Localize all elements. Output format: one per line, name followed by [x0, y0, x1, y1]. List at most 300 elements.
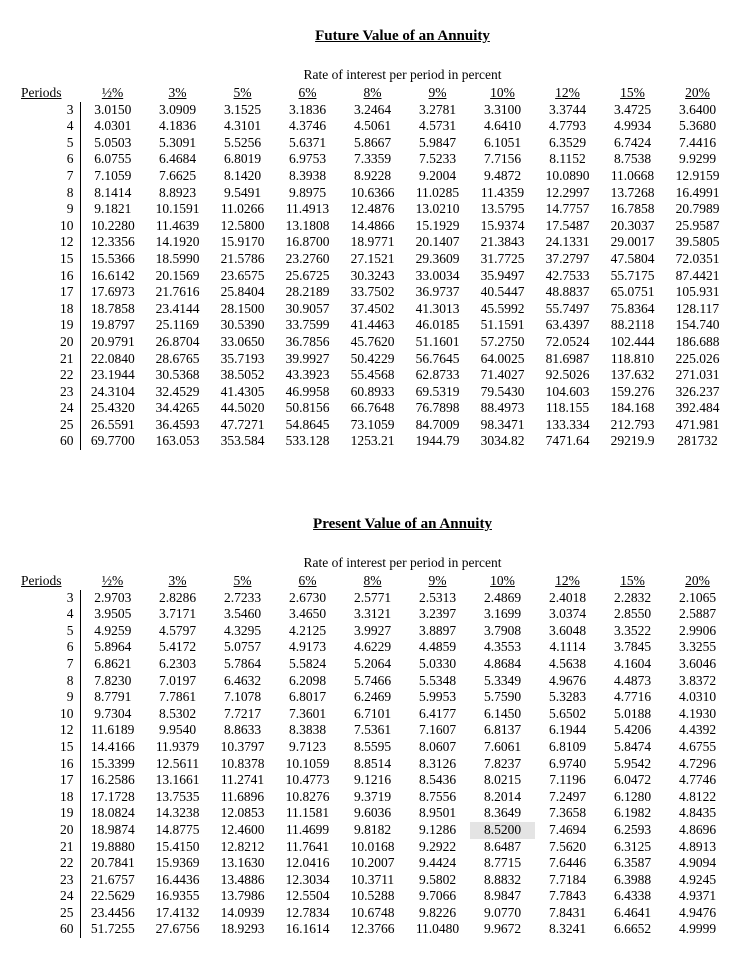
value-cell: 87.4421	[675, 267, 720, 283]
periods-header: Periods	[21, 573, 62, 588]
value-cell: 9.9540	[158, 722, 197, 738]
value-cell: 11.0480	[415, 921, 460, 937]
value-cell: 4.7793	[548, 118, 587, 134]
value-cell: 4.6410	[483, 118, 522, 134]
rate-header: 15%	[620, 573, 645, 588]
value-cell: 8.9847	[483, 888, 522, 904]
value-cell: 2.8286	[158, 589, 197, 605]
period-cell: 60	[18, 433, 80, 450]
value-cell: 9.2922	[418, 838, 457, 854]
value-cell: 29.0017	[610, 234, 655, 250]
value-cell: 14.1920	[155, 234, 200, 250]
value-cell: 37.2797	[545, 250, 590, 266]
value-cell: 23.4144	[155, 300, 200, 316]
future-value-subtitle: Rate of interest per period in percent	[303, 67, 502, 82]
value-cell: 14.3238	[155, 805, 200, 821]
table-row	[18, 590, 730, 607]
period-cell: 19	[18, 317, 80, 334]
value-cell: 46.0185	[415, 317, 460, 333]
value-cell: 10.3797	[220, 738, 265, 754]
value-cell: 23.6575	[220, 267, 265, 283]
table-row	[18, 756, 730, 773]
value-cell: 45.7620	[350, 333, 395, 349]
value-cell: 8.7715	[483, 855, 522, 871]
table-row	[18, 234, 730, 251]
value-cell: 6.7101	[353, 705, 392, 721]
value-cell: 2.2832	[613, 589, 652, 605]
rate-header: 5%	[233, 573, 252, 588]
value-cell: 13.1630	[220, 855, 265, 871]
value-cell: 6.4684	[158, 151, 197, 167]
value-cell: 2.7233	[223, 589, 262, 605]
value-cell: 16.6142	[90, 267, 135, 283]
value-cell: 41.3013	[415, 300, 460, 316]
value-cell: 128.117	[675, 300, 720, 316]
value-cell: 62.8733	[415, 367, 460, 383]
value-cell: 39.9927	[285, 350, 330, 366]
value-cell: 186.688	[675, 333, 720, 349]
period-cell: 22	[18, 367, 80, 384]
value-cell: 9.1216	[353, 772, 392, 788]
period-cell: 6	[18, 151, 80, 168]
value-cell: 5.0330	[418, 655, 457, 671]
value-cell: 28.2189	[285, 284, 330, 300]
period-cell: 5	[18, 135, 80, 152]
value-cell: 7.8237	[483, 755, 522, 771]
period-cell: 3	[18, 590, 80, 607]
rate-header: 8%	[363, 85, 382, 100]
value-cell: 4.9245	[678, 871, 717, 887]
value-cell: 69.5319	[415, 383, 460, 399]
period-cell: 23	[18, 872, 80, 889]
value-cell: 6.4632	[223, 672, 262, 688]
value-cell: 30.3243	[350, 267, 395, 283]
value-cell: 21.6757	[90, 871, 135, 887]
value-cell: 118.155	[545, 400, 590, 416]
table-row	[18, 284, 730, 301]
value-cell: 29219.9	[610, 433, 655, 449]
value-cell: 20.1407	[415, 234, 460, 250]
table-row	[18, 706, 730, 723]
value-cell: 8.2014	[483, 788, 522, 804]
value-cell: 8.6487	[483, 838, 522, 854]
value-cell: 4.1836	[158, 118, 197, 134]
value-cell: 7.7861	[158, 689, 197, 705]
value-cell: 159.276	[610, 383, 655, 399]
value-cell: 8.3126	[418, 755, 457, 771]
value-cell: 10.2280	[90, 217, 135, 233]
value-cell: 12.3356	[90, 234, 135, 250]
value-cell: 3.7908	[483, 622, 522, 638]
value-cell: 7.7156	[483, 151, 522, 167]
value-cell: 10.8378	[220, 755, 265, 771]
value-cell: 4.9173	[288, 639, 327, 655]
value-cell: 13.4886	[220, 871, 265, 887]
value-cell: 2.4018	[548, 589, 587, 605]
value-cell: 4.6755	[678, 738, 717, 754]
period-cell: 22	[18, 855, 80, 872]
value-cell: 38.5052	[220, 367, 265, 383]
value-cell: 7.1059	[94, 167, 132, 183]
value-cell: 10.8276	[285, 788, 330, 804]
value-cell: 353.584	[220, 433, 265, 449]
period-cell: 24	[18, 400, 80, 417]
value-cell: 65.0751	[610, 284, 655, 300]
value-cell: 33.7502	[350, 284, 395, 300]
present-value-subtitle: Rate of interest per period in percent	[303, 555, 502, 570]
value-cell: 10.3711	[350, 871, 395, 887]
value-cell: 42.7533	[545, 267, 590, 283]
value-cell: 27.1521	[350, 250, 395, 266]
value-cell: 3.4650	[288, 606, 327, 622]
value-cell: 5.8667	[353, 134, 392, 150]
table-row	[18, 772, 730, 789]
value-cell: 271.031	[675, 367, 720, 383]
table-row	[18, 384, 730, 401]
value-cell: 4.7746	[678, 772, 717, 788]
value-cell: 5.0188	[613, 705, 652, 721]
value-cell: 10.0168	[350, 838, 395, 854]
value-cell: 6.3125	[613, 838, 652, 854]
value-cell: 4.3553	[483, 639, 522, 655]
table-row	[18, 151, 730, 168]
value-cell: 9.6036	[353, 805, 392, 821]
rate-header: 6%	[298, 573, 317, 588]
value-cell: 4.1604	[613, 655, 652, 671]
future-value-body	[18, 102, 730, 450]
rate-header: ½%	[101, 573, 124, 588]
value-cell: 4.9934	[613, 118, 652, 134]
value-cell: 56.7645	[415, 350, 460, 366]
value-cell: 6.8137	[483, 722, 522, 738]
value-cell: 6.3529	[548, 134, 587, 150]
value-cell: 15.1929	[415, 217, 460, 233]
table-row	[18, 400, 730, 417]
rate-header: 3%	[168, 85, 187, 100]
value-cell: 5.3091	[158, 134, 197, 150]
period-cell: 12	[18, 722, 80, 739]
table-row	[18, 789, 730, 806]
value-cell: 4.9676	[548, 672, 587, 688]
future-value-header-row	[18, 85, 730, 102]
value-cell: 51.1591	[480, 317, 525, 333]
value-cell: 75.8364	[610, 300, 655, 316]
table-row	[18, 317, 730, 334]
value-cell: 4.6229	[353, 639, 392, 655]
value-cell: 4.4392	[678, 722, 717, 738]
value-cell: 71.4027	[480, 367, 525, 383]
value-cell: 22.0840	[90, 350, 135, 366]
value-cell: 8.8633	[223, 722, 262, 738]
value-cell: 7471.64	[545, 433, 590, 449]
value-cell: 3.4725	[613, 101, 652, 117]
table-row	[18, 905, 730, 922]
value-cell: 13.7268	[610, 184, 655, 200]
value-cell: 12.0416	[285, 855, 330, 871]
period-cell: 21	[18, 351, 80, 368]
value-cell: 3.1699	[483, 606, 522, 622]
value-cell: 6.4641	[613, 904, 652, 920]
value-cell: 55.4568	[350, 367, 395, 383]
value-cell: 17.1728	[90, 788, 135, 804]
value-cell: 4.8696	[678, 821, 717, 837]
value-cell: 3.6046	[678, 655, 717, 671]
value-cell: 16.7858	[610, 201, 655, 217]
table-row	[18, 301, 730, 318]
rate-header: 9%	[428, 573, 447, 588]
value-cell: 3.1525	[223, 101, 262, 117]
value-cell: 57.2750	[480, 333, 525, 349]
table-row	[18, 118, 730, 135]
value-cell: 46.9958	[285, 383, 330, 399]
value-cell: 13.1661	[155, 772, 200, 788]
value-cell: 25.9587	[675, 217, 720, 233]
value-cell: 2.5313	[418, 589, 457, 605]
value-cell: 6.8017	[288, 689, 327, 705]
rate-header: 20%	[685, 573, 710, 588]
value-cell: 79.5430	[480, 383, 525, 399]
value-cell: 6.2303	[158, 655, 197, 671]
value-cell: 21.7616	[155, 284, 200, 300]
value-cell: 3.8897	[418, 622, 457, 638]
present-value-body	[18, 590, 730, 938]
value-cell: 7.2497	[548, 788, 587, 804]
value-cell: 8.3938	[288, 167, 327, 183]
value-cell: 2.9906	[678, 622, 717, 638]
value-cell: 9.1821	[94, 201, 132, 217]
period-cell: 4	[18, 118, 80, 135]
value-cell: 4.8684	[483, 655, 522, 671]
value-cell: 43.3923	[285, 367, 330, 383]
value-cell: 3.5460	[223, 606, 262, 622]
value-cell: 9.8182	[353, 821, 392, 837]
value-cell: 55.7175	[610, 267, 655, 283]
value-cell: 7.7184	[548, 871, 587, 887]
present-value-title: Present Value of an Annuity	[313, 516, 492, 532]
value-cell: 5.0757	[223, 639, 262, 655]
period-cell: 18	[18, 301, 80, 318]
value-cell: 30.9057	[285, 300, 330, 316]
value-cell: 35.9497	[480, 267, 525, 283]
value-cell: 8.7556	[418, 788, 457, 804]
table-row	[18, 218, 730, 235]
value-cell: 23.2760	[285, 250, 330, 266]
value-cell: 9.2004	[418, 167, 457, 183]
value-cell: 5.7590	[483, 689, 522, 705]
table-row	[18, 185, 730, 202]
value-cell: 225.026	[675, 350, 720, 366]
value-cell: 11.0285	[415, 184, 460, 200]
value-cell: 24.1331	[545, 234, 590, 250]
value-cell: 281732	[677, 433, 718, 449]
table-row	[18, 168, 730, 185]
value-cell: 88.4973	[480, 400, 525, 416]
value-cell: 184.168	[610, 400, 655, 416]
value-cell: 5.3283	[548, 689, 587, 705]
rate-header: 12%	[555, 573, 580, 588]
rate-header: 10%	[490, 85, 515, 100]
value-cell: 5.8474	[613, 738, 652, 754]
value-cell: 10.1059	[285, 755, 330, 771]
period-cell: 5	[18, 623, 80, 640]
value-cell: 39.5805	[675, 234, 720, 250]
value-cell: 5.9847	[418, 134, 457, 150]
present-value-header-row	[18, 573, 730, 590]
value-cell: 2.8550	[613, 606, 652, 622]
value-cell: 11.4639	[155, 217, 200, 233]
future-value-title: Future Value of an Annuity	[315, 28, 490, 44]
value-cell: 18.5990	[155, 250, 200, 266]
value-cell: 8.7538	[613, 151, 652, 167]
value-cell: 11.6896	[220, 788, 265, 804]
value-cell: 5.3680	[678, 118, 717, 134]
highlighted-value-cell: 8.5200	[470, 822, 535, 839]
value-cell: 6.3587	[613, 855, 652, 871]
rate-header: 3%	[168, 573, 187, 588]
value-cell: 34.4265	[155, 400, 200, 416]
value-cell: 8.8923	[158, 184, 197, 200]
value-cell: 4.5797	[158, 622, 197, 638]
value-cell: 10.4773	[285, 772, 330, 788]
value-cell: 13.1808	[285, 217, 330, 233]
value-cell: 10.6748	[350, 904, 395, 920]
value-cell: 12.5504	[285, 888, 330, 904]
value-cell: 15.9170	[220, 234, 265, 250]
period-cell: 23	[18, 384, 80, 401]
value-cell: 4.2125	[288, 622, 327, 638]
value-cell: 4.0301	[94, 118, 132, 134]
value-cell: 37.4502	[350, 300, 395, 316]
value-cell: 15.3399	[90, 755, 135, 771]
value-cell: 44.5020	[220, 400, 265, 416]
value-cell: 84.7009	[415, 416, 460, 432]
value-cell: 33.7599	[285, 317, 330, 333]
value-cell: 4.8435	[678, 805, 717, 821]
value-cell: 392.484	[675, 400, 720, 416]
value-cell: 41.4463	[350, 317, 395, 333]
value-cell: 4.5638	[548, 655, 587, 671]
value-cell: 6.1450	[483, 705, 522, 721]
value-cell: 12.4876	[350, 201, 395, 217]
value-cell: 17.5487	[545, 217, 590, 233]
value-cell: 6.1051	[483, 134, 522, 150]
table-row	[18, 656, 730, 673]
value-cell: 64.0025	[480, 350, 525, 366]
value-cell: 8.5595	[353, 738, 392, 754]
value-cell: 12.2997	[545, 184, 590, 200]
period-cell: 25	[18, 905, 80, 922]
value-cell: 8.3649	[483, 805, 522, 821]
period-cell: 24	[18, 888, 80, 905]
value-cell: 7.3359	[353, 151, 392, 167]
table-row	[18, 351, 730, 368]
value-cell: 16.2586	[90, 772, 135, 788]
value-cell: 4.1930	[678, 705, 717, 721]
value-cell: 4.3295	[223, 622, 262, 638]
value-cell: 19.8880	[90, 838, 135, 854]
value-cell: 3.9927	[353, 622, 392, 638]
table-row	[18, 417, 730, 434]
period-cell: 6	[18, 639, 80, 656]
value-cell: 72.0351	[675, 250, 720, 266]
value-cell: 4.5061	[353, 118, 392, 134]
value-cell: 9.5491	[223, 184, 262, 200]
value-cell: 15.9369	[155, 855, 200, 871]
value-cell: 6.2593	[613, 821, 652, 837]
value-cell: 104.603	[545, 383, 590, 399]
value-cell: 6.1280	[613, 788, 652, 804]
table-row	[18, 201, 730, 218]
value-cell: 7.8230	[94, 672, 132, 688]
period-cell: 7	[18, 168, 80, 185]
value-cell: 9.4872	[483, 167, 522, 183]
value-cell: 5.5256	[223, 134, 262, 150]
value-cell: 19.8797	[90, 317, 135, 333]
rate-header: ½%	[101, 85, 124, 100]
value-cell: 5.6502	[548, 705, 587, 721]
value-cell: 326.237	[675, 383, 720, 399]
value-cell: 36.9737	[415, 284, 460, 300]
value-cell: 16.1614	[285, 921, 330, 937]
table-row	[18, 334, 730, 351]
value-cell: 12.8212	[220, 838, 265, 854]
table-row	[18, 135, 730, 152]
value-cell: 9.7123	[288, 738, 327, 754]
value-cell: 10.1591	[155, 201, 200, 217]
value-cell: 4.9259	[94, 622, 132, 638]
value-cell: 76.7898	[415, 400, 460, 416]
value-cell: 7.3658	[548, 805, 587, 821]
value-cell: 3.9505	[94, 606, 132, 622]
value-cell: 69.7700	[90, 433, 135, 449]
value-cell: 8.9228	[353, 167, 392, 183]
value-cell: 10.2007	[350, 855, 395, 871]
value-cell: 5.9953	[418, 689, 457, 705]
value-cell: 2.6730	[288, 589, 327, 605]
value-cell: 2.9703	[94, 589, 132, 605]
value-cell: 12.3034	[285, 871, 330, 887]
value-cell: 15.4150	[155, 838, 200, 854]
value-cell: 63.4397	[545, 317, 590, 333]
value-cell: 14.0939	[220, 904, 265, 920]
value-cell: 6.6652	[613, 921, 652, 937]
value-cell: 5.6371	[288, 134, 327, 150]
value-cell: 5.9542	[613, 755, 652, 771]
value-cell: 4.9094	[678, 855, 717, 871]
value-cell: 11.2741	[220, 772, 265, 788]
value-cell: 30.5368	[155, 367, 200, 383]
value-cell: 105.931	[675, 284, 720, 300]
value-cell: 10.5288	[350, 888, 395, 904]
value-cell: 5.5824	[288, 655, 327, 671]
value-cell: 9.5802	[418, 871, 457, 887]
value-cell: 3034.82	[480, 433, 525, 449]
value-cell: 55.7497	[545, 300, 590, 316]
value-cell: 15.5366	[90, 250, 135, 266]
period-cell: 25	[18, 417, 80, 434]
value-cell: 98.3471	[480, 416, 525, 432]
value-cell: 18.7858	[90, 300, 135, 316]
value-cell: 5.0503	[94, 134, 132, 150]
table-row	[18, 888, 730, 905]
value-cell: 25.6725	[285, 267, 330, 283]
value-cell: 8.8832	[483, 871, 522, 887]
value-cell: 6.1944	[548, 722, 587, 738]
value-cell: 16.4436	[155, 871, 200, 887]
value-cell: 14.4866	[350, 217, 395, 233]
value-cell: 471.981	[675, 416, 720, 432]
table-row	[18, 433, 730, 450]
